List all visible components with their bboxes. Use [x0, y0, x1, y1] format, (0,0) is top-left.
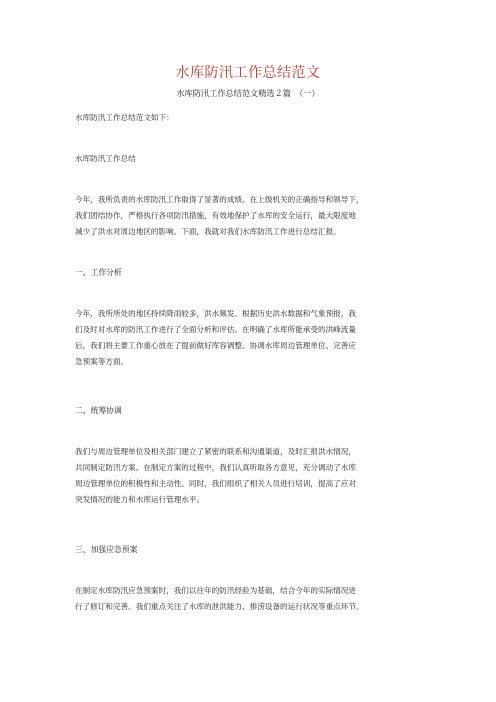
paragraph-2-line-2: 们及时对水库的防汛工作进行了全面分析和评估。在明确了水库所能承受的洪峰流量	[75, 325, 356, 334]
paragraph-3-line-2: 共同制定防汛方案。在制定方案的过程中，我们认真听取各方意见，充分调动了水库	[75, 463, 356, 472]
intro-line: 水库防汛工作总结范文如下：	[75, 113, 174, 122]
section-heading-1: 一、工作分析	[75, 268, 122, 277]
paragraph-1-line-1: 今年，我所负责的水库防汛工作取得了显著的成绩。在上级机关的正确指导和领导下，	[75, 195, 364, 204]
paragraph-3-line-4: 突发情况的能力和水库运行管理水平。	[75, 495, 205, 504]
section-heading-3: 三、加强应急预案	[75, 545, 138, 554]
paragraph-3-line-3: 周边管理单位的积极性和主动性。同时，我们组织了相关人员进行培训，提高了应对	[75, 479, 356, 488]
document-subtitle: 水库防汛工作总结范文精选２篇 （一）	[176, 88, 320, 98]
section-label: 水库防汛工作总结	[75, 154, 136, 163]
document-title: 水库防汛工作总结范文	[175, 65, 321, 81]
paragraph-1-line-3: 减少了洪水对周边地区的影响。下面，我就对我们水库防汛工作进行总结汇报。	[75, 227, 341, 236]
section-heading-2: 二、统筹协调	[75, 406, 122, 415]
paragraph-2-line-4: 急预案等方面。	[75, 357, 129, 366]
paragraph-3-line-1: 我们与周边管理单位及相关部门建立了紧密的联系和沟通渠道，及时汇报洪水情况，	[75, 447, 356, 456]
paragraph-2-line-3: 后，我们将主要工作重心放在了提前做好库容调整、协调水库周边管理单位、完善应	[75, 341, 356, 350]
paragraph-1-line-2: 我们团结协作，严格执行各项防汛措施，有效地保护了水库的安全运行，最大限度地	[75, 211, 356, 220]
paragraph-4-line-1: 在制定水库防汛应急预案时，我们以往年的防汛经验为基础，结合今年的实际情况进	[75, 586, 356, 595]
paragraph-4-line-2: 行了修订和完善。我们重点关注了水库的泄洪能力、排涝设备的运行状况等重点环节。	[75, 602, 364, 611]
paragraph-2-line-1: 今年，我所所处的地区持续降雨较多，洪水频发。根据历史洪水数据和气象预报，我	[75, 309, 356, 318]
